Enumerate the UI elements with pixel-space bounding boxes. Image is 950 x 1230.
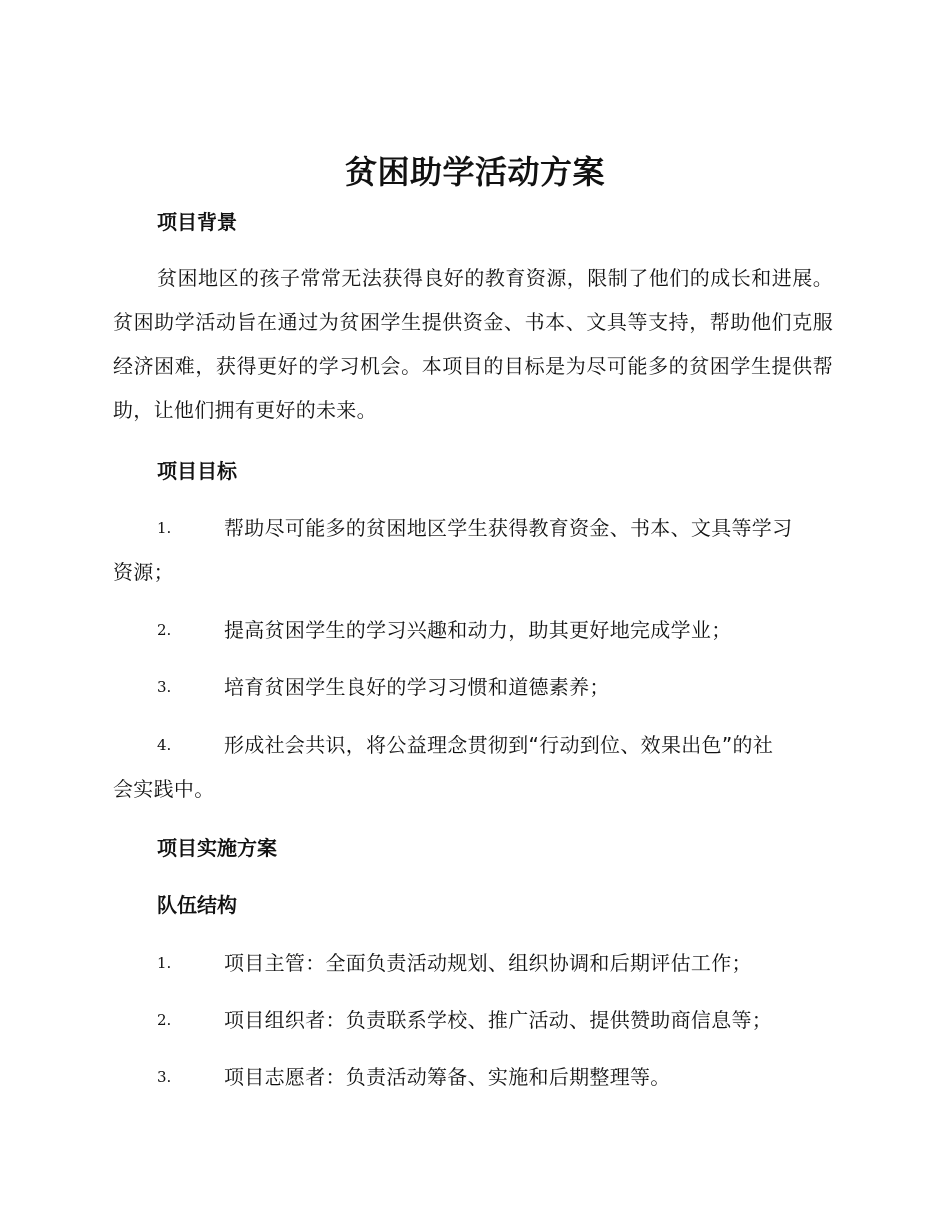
team-item-1: [113, 941, 833, 985]
list-number: 1.: [157, 519, 172, 537]
list-item-continuation: 资源；: [113, 560, 174, 584]
list-number: 1.: [157, 954, 172, 972]
list-number: 3.: [157, 1068, 172, 1086]
goal-item-4: [113, 723, 833, 811]
team-item-2: [113, 998, 833, 1042]
list-number: 2.: [157, 1011, 172, 1029]
section-heading-plan: 项目实施方案: [157, 836, 277, 860]
section-heading-background: 项目背景: [157, 210, 237, 234]
list-item-text: 形成社会共识，将公益理念贯彻到“行动到位、效果出色”的社: [224, 733, 774, 757]
list-item-text: 培育贫困学生良好的学习习惯和道德素养；: [224, 675, 610, 699]
list-item-continuation: 会实践中。: [113, 777, 215, 801]
goal-item-2: [113, 608, 833, 652]
team-item-3: [113, 1055, 833, 1099]
list-item-text: 提高贫困学生的学习兴趣和动力，助其更好地完成学业；: [224, 618, 732, 642]
section-heading-goals: 项目目标: [157, 459, 237, 483]
list-item-text: 帮助尽可能多的贫困地区学生获得教育资金、书本、文具等学习: [224, 516, 793, 540]
page-title: 贫困助学活动方案: [344, 153, 605, 191]
list-item-text: 项目志愿者：负责活动筹备、实施和后期整理等。: [224, 1065, 671, 1089]
list-number: 3.: [157, 678, 172, 696]
section-heading-team: 队伍结构: [157, 893, 237, 917]
goal-item-3: [113, 665, 833, 709]
list-item-text: 项目主管：全面负责活动规划、组织协调和后期评估工作；: [224, 951, 752, 975]
list-number: 2.: [157, 621, 172, 639]
list-number: 4.: [157, 736, 172, 754]
list-item-text: 项目组织者：负责联系学校、推广活动、提供赞助商信息等；: [224, 1008, 773, 1032]
goal-item-1: [113, 506, 833, 594]
background-paragraph: 贫困地区的孩子常常无法获得良好的教育资源，限制了他们的成长和进展。贫困助学活动旨在通过为贫困学生提供资金、书本、文具等支持，帮助他们克服经济困难，获得更好的学习机会。本项目的目标是为尽可能多的贫困学生提供帮助，让他们拥有更好的未来。: [113, 266, 833, 422]
